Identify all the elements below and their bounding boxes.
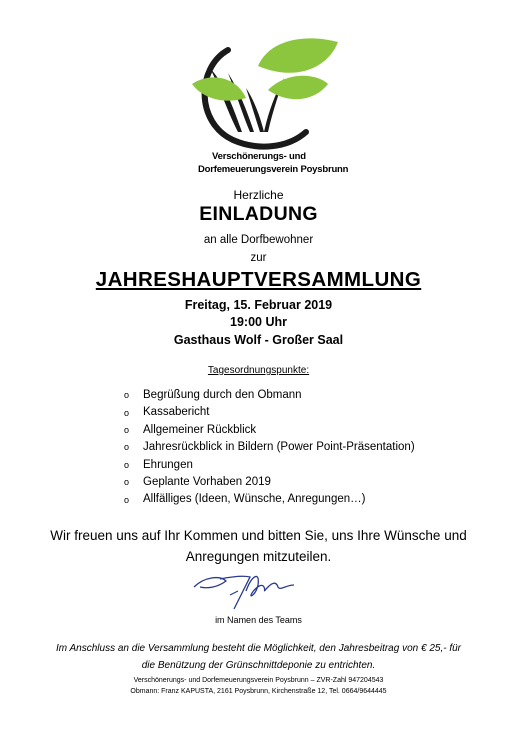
membership-note: [0, 640, 517, 674]
logo-blade-mid: [228, 73, 254, 132]
closing-text: [0, 525, 517, 567]
club-name-line2: Dorfemeuerungsverein Poysbrunn: [198, 164, 349, 175]
note-line2: die Benützung der Grünschnittdeponie zu entrichten.: [141, 660, 376, 671]
agenda-item-text: Allfälliges (Ideen, Wünsche, Anregungen…): [143, 493, 366, 506]
event-title: JAHRESHAUPTVERSAMMLUNG: [95, 268, 422, 291]
bullet-icon: o: [123, 390, 129, 401]
logo-leaf-left: [192, 77, 246, 100]
club-logo: [188, 28, 348, 150]
agenda-item: [122, 474, 415, 491]
agenda-item: [122, 439, 415, 456]
footer-line2: Obmann: Franz KAPUSTA, 2161 Poysbrunn, Kirchenstraße 12, Tel. 0664/9644445: [130, 688, 387, 695]
preposition-line: zur: [250, 252, 267, 264]
bullet-icon: o: [123, 407, 129, 418]
bullet-icon: o: [123, 442, 129, 453]
agenda-item: [122, 422, 415, 439]
bullet-icon: o: [123, 459, 129, 470]
event-location: Gasthaus Wolf - Großer Saal: [173, 333, 344, 347]
bullet-icon: o: [123, 494, 129, 505]
agenda-item: [122, 491, 415, 508]
logo-leaf-top: [258, 38, 338, 72]
footer-line1: Verschönerungs- und Dorfemeuerungsverein Poysbrunn – ZVR-Zahl 947204543: [133, 677, 384, 684]
agenda-item: [122, 457, 415, 474]
note-line1: Im Anschluss an die Versammlung besteht die Möglichkeit, den Jahresbeitrag von € 25,- für: [55, 643, 462, 654]
event-date: Freitag, 15. Februar 2019: [184, 298, 333, 312]
agenda-list: [122, 387, 415, 509]
agenda-item-text: Kassabericht: [143, 406, 210, 419]
bullet-icon: o: [123, 424, 129, 435]
agenda-item-text: Begrüßung durch den Obmann: [143, 389, 302, 401]
closing-line2: Anregungen mitzuteilen.: [185, 549, 332, 564]
agenda-item-text: Geplante Vorhaben 2019: [143, 475, 271, 488]
agenda-item: [122, 387, 415, 404]
audience-line: an alle Dorfbewohner: [203, 234, 314, 246]
closing-line1: Wir freuen uns auf Ihr Kommen und bitten Sie, uns Ihre Wünsche und: [50, 528, 467, 543]
event-time: 19:00 Uhr: [230, 315, 287, 329]
invitation-title: EINLADUNG: [199, 203, 318, 225]
footer: [0, 675, 517, 697]
agenda-item-text: Jahresrückblick in Bildern (Power Point-Präsentation): [143, 441, 415, 454]
bullet-icon: o: [123, 477, 129, 488]
club-name-line1: Verschönerungs- und: [212, 151, 306, 162]
agenda-item: [122, 404, 415, 421]
agenda-item-text: Allgemeiner Rückblick: [143, 423, 257, 436]
signature-caption: im Namen des Teams: [215, 615, 302, 625]
club-name: [198, 150, 358, 176]
handwritten-signature: [190, 565, 300, 615]
agenda-heading: Tagesordnungspunkte:: [207, 365, 310, 376]
agenda-item-text: Ehrungen: [143, 458, 193, 471]
greeting: Herzliche: [233, 188, 284, 202]
